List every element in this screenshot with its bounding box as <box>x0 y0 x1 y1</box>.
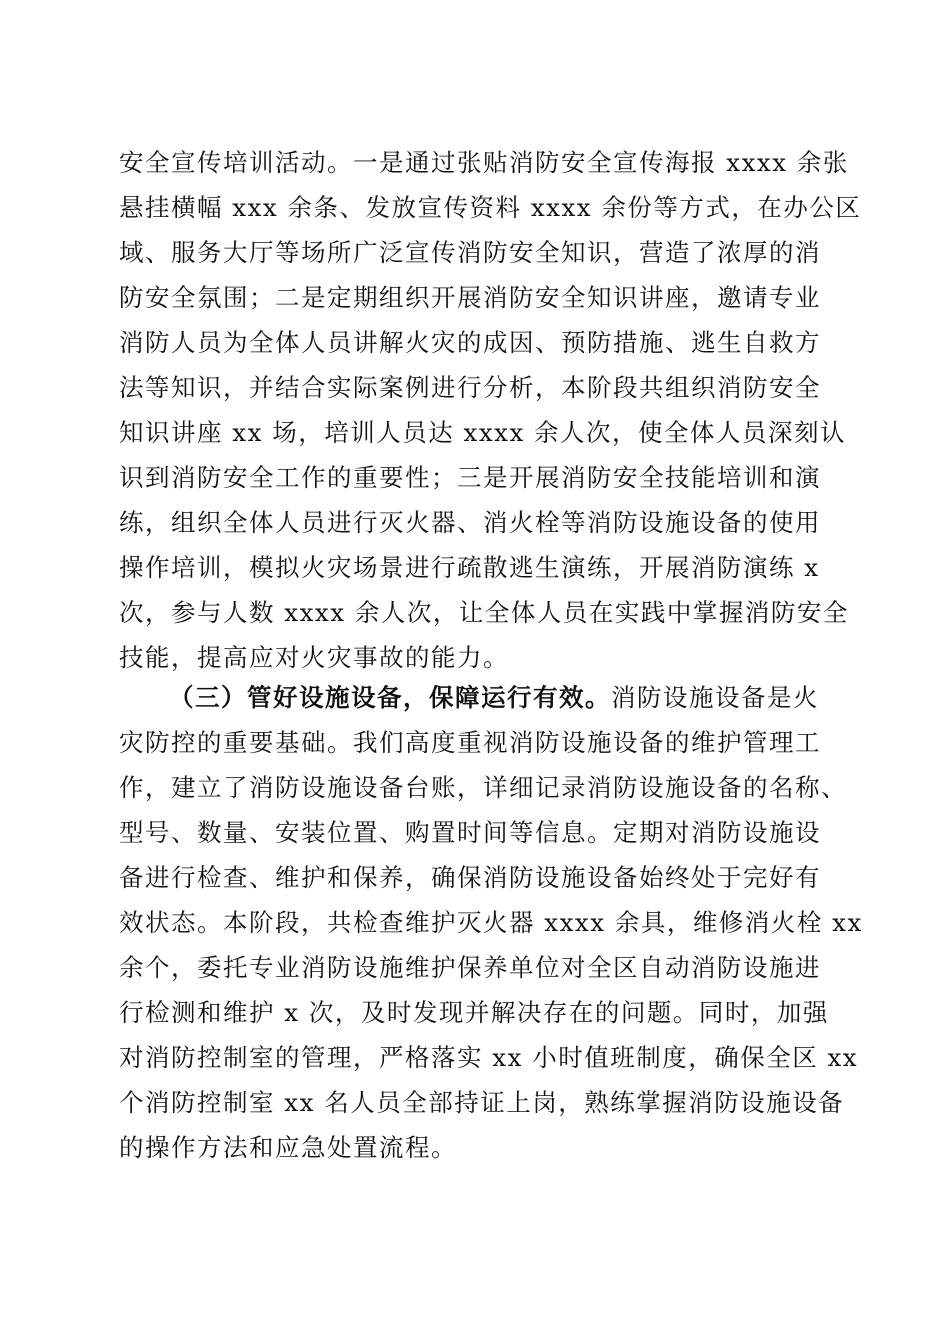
text-line: 作，建立了消防设施设备台账，详细记录消防设施设备的名称、 <box>119 773 847 802</box>
text-line: 余个，委托专业消防设施维护保养单位对全区自动消防设施进 <box>119 953 821 982</box>
text-line: 个消防控制室 xx 名人员全部持证上岗，熟练掌握消防设施设备 <box>119 1088 845 1117</box>
text-line: 防安全氛围；二是定期组织开展消防安全知识讲座，邀请专业 <box>119 283 821 312</box>
text-line: 的操作方法和应急处置流程。 <box>119 1133 457 1162</box>
text-line: 次，参与人数 xxxx 余人次，让全体人员在实践中掌握消防安全 <box>119 598 849 627</box>
paragraph-fire-safety-training <box>119 140 862 680</box>
text-line: 识到消防安全工作的重要性；三是开展消防安全技能培训和演 <box>119 463 821 492</box>
paragraph-first-line <box>119 675 831 720</box>
text-line: 操作培训，模拟火灾场景进行疏散逃生演练，开展消防演练 x <box>119 553 820 582</box>
text-line: 对消防控制室的管理，严格落实 xx 小时值班制度，确保全区 xx <box>119 1043 859 1072</box>
text-line: 知识讲座 xx 场，培训人员达 xxxx 余人次，使全体人员深刻认 <box>119 418 847 447</box>
text-line: 技能，提高应对火灾事故的能力。 <box>119 643 509 672</box>
paragraph-facility-management <box>119 675 863 1170</box>
text-line: 备进行检查、维护和保养，确保消防设施设备始终处于完好有 <box>119 863 821 892</box>
text-line: 悬挂横幅 xxx 余条、发放宣传资料 xxxx 余份等方式，在办公区 <box>119 193 862 222</box>
text-line: 灾防控的重要基础。我们高度重视消防设施设备的维护管理工 <box>119 728 821 757</box>
section-heading: （三）管好设施设备，保障运行有效。 <box>169 683 611 712</box>
text-line: 法等知识，并结合实际案例进行分析，本阶段共组织消防安全 <box>119 373 821 402</box>
text-line: 效状态。本阶段，共检查维护灭火器 xxxx 余具，维修消火栓 xx <box>119 908 863 937</box>
text-line: 行检测和维护 x 次，及时发现并解决存在的问题。同时，加强 <box>119 998 829 1027</box>
text-line: 域、服务大厅等场所广泛宣传消防安全知识，营造了浓厚的消 <box>119 238 821 267</box>
heading-following-text: 消防设施设备是火 <box>611 683 819 712</box>
text-line: 型号、数量、安装位置、购置时间等信息。定期对消防设施设 <box>119 818 821 847</box>
text-line: 安全宣传培训活动。一是通过张贴消防安全宣传海报 xxxx 余张 <box>119 148 849 177</box>
text-line: 练，组织全体人员进行灭火器、消火栓等消防设施设备的使用 <box>119 508 821 537</box>
text-line: 消防人员为全体人员讲解火灾的成因、预防措施、逃生自救方 <box>119 328 821 357</box>
